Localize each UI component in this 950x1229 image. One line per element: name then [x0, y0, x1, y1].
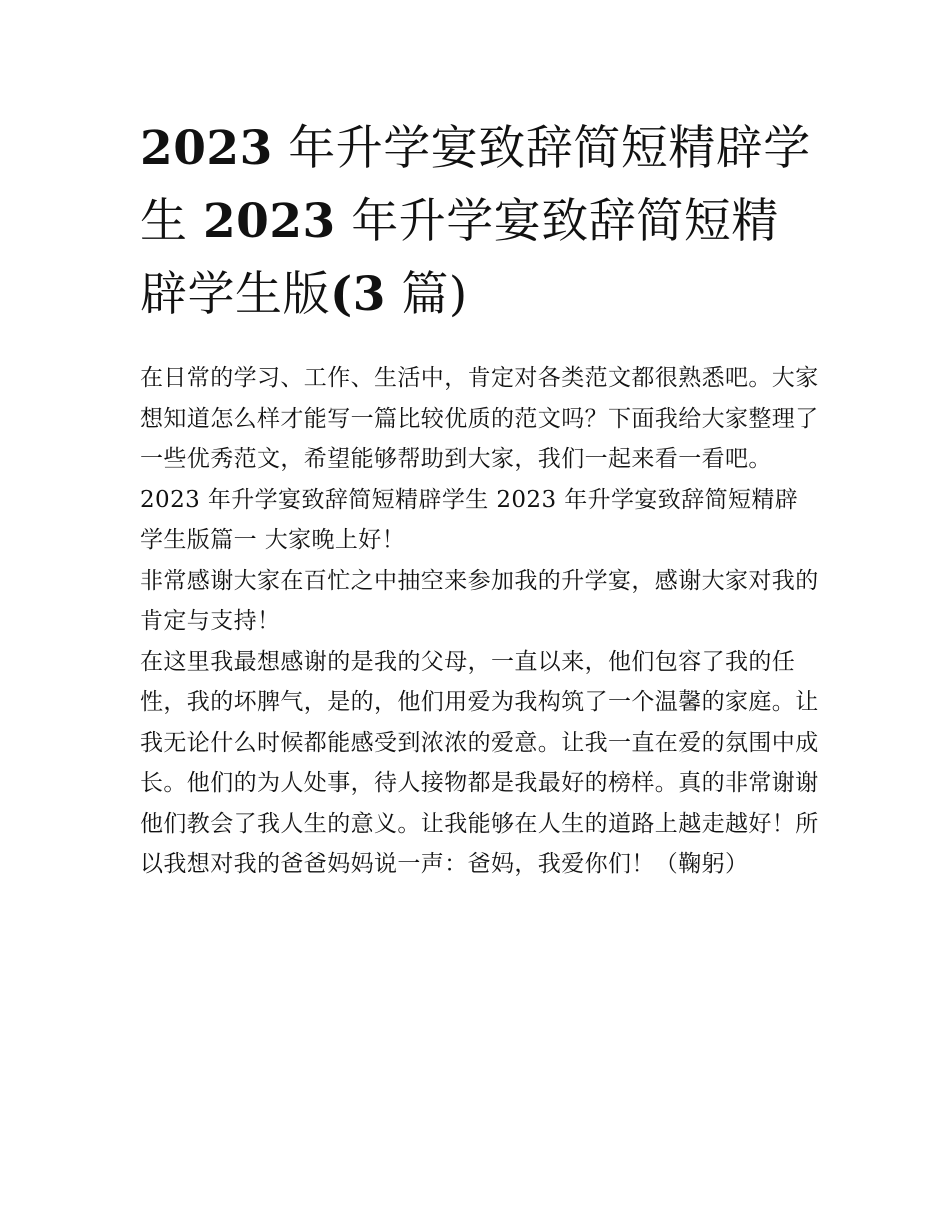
paragraph-heading-greeting: 2023 年升学宴致辞简短精辟学生 2023 年升学宴致辞简短精辟学生版篇一 大家晚上好！ — [140, 486, 799, 553]
title-year-1: 2023 — [140, 121, 273, 176]
title-text-1: 年升学宴致辞简短精辟学 — [272, 121, 811, 176]
document-title — [140, 112, 820, 331]
title-text-2a: 生 — [140, 194, 203, 249]
paragraph-thanks: 非常感谢大家在百忙之中抽空来参加我的升学宴，感谢大家对我的肯定与支持！ — [140, 567, 819, 634]
title-text-3a: 辟学生版 — [140, 267, 330, 322]
title-count: (3 — [330, 267, 386, 322]
paragraph-intro: 在日常的学习、工作、生活中，肯定对各类范文都很熟悉吧。大家想知道怎么样才能写一篇比较优质的范文吗？下面我给大家整理了一些优秀范文，希望能够帮助到大家，我们一起来看一看吧。 — [140, 365, 819, 472]
paragraph-parents: 在这里我最想感谢的是我的父母，一直以来，他们包容了我的任性，我的坏脾气，是的，他们用爱为我构筑了一个温馨的家庭。让我无论什么时候都能感受到浓浓的爱意。让我一直在爱的氛围中成长。他们的为人处事，待人接物都是我最好的榜样。真的非常谢谢他们教会了我人生的意义。让我能够在人生的道路上越走越好！所以我想对我的爸爸妈妈说一声：爸妈，我爱你们！（鞠躬） — [140, 648, 819, 877]
title-text-3b: 篇) — [385, 267, 468, 322]
title-year-2: 2023 — [202, 194, 336, 249]
document-body — [140, 358, 820, 885]
title-text-2b: 年升学宴致辞简短精 — [335, 194, 779, 249]
